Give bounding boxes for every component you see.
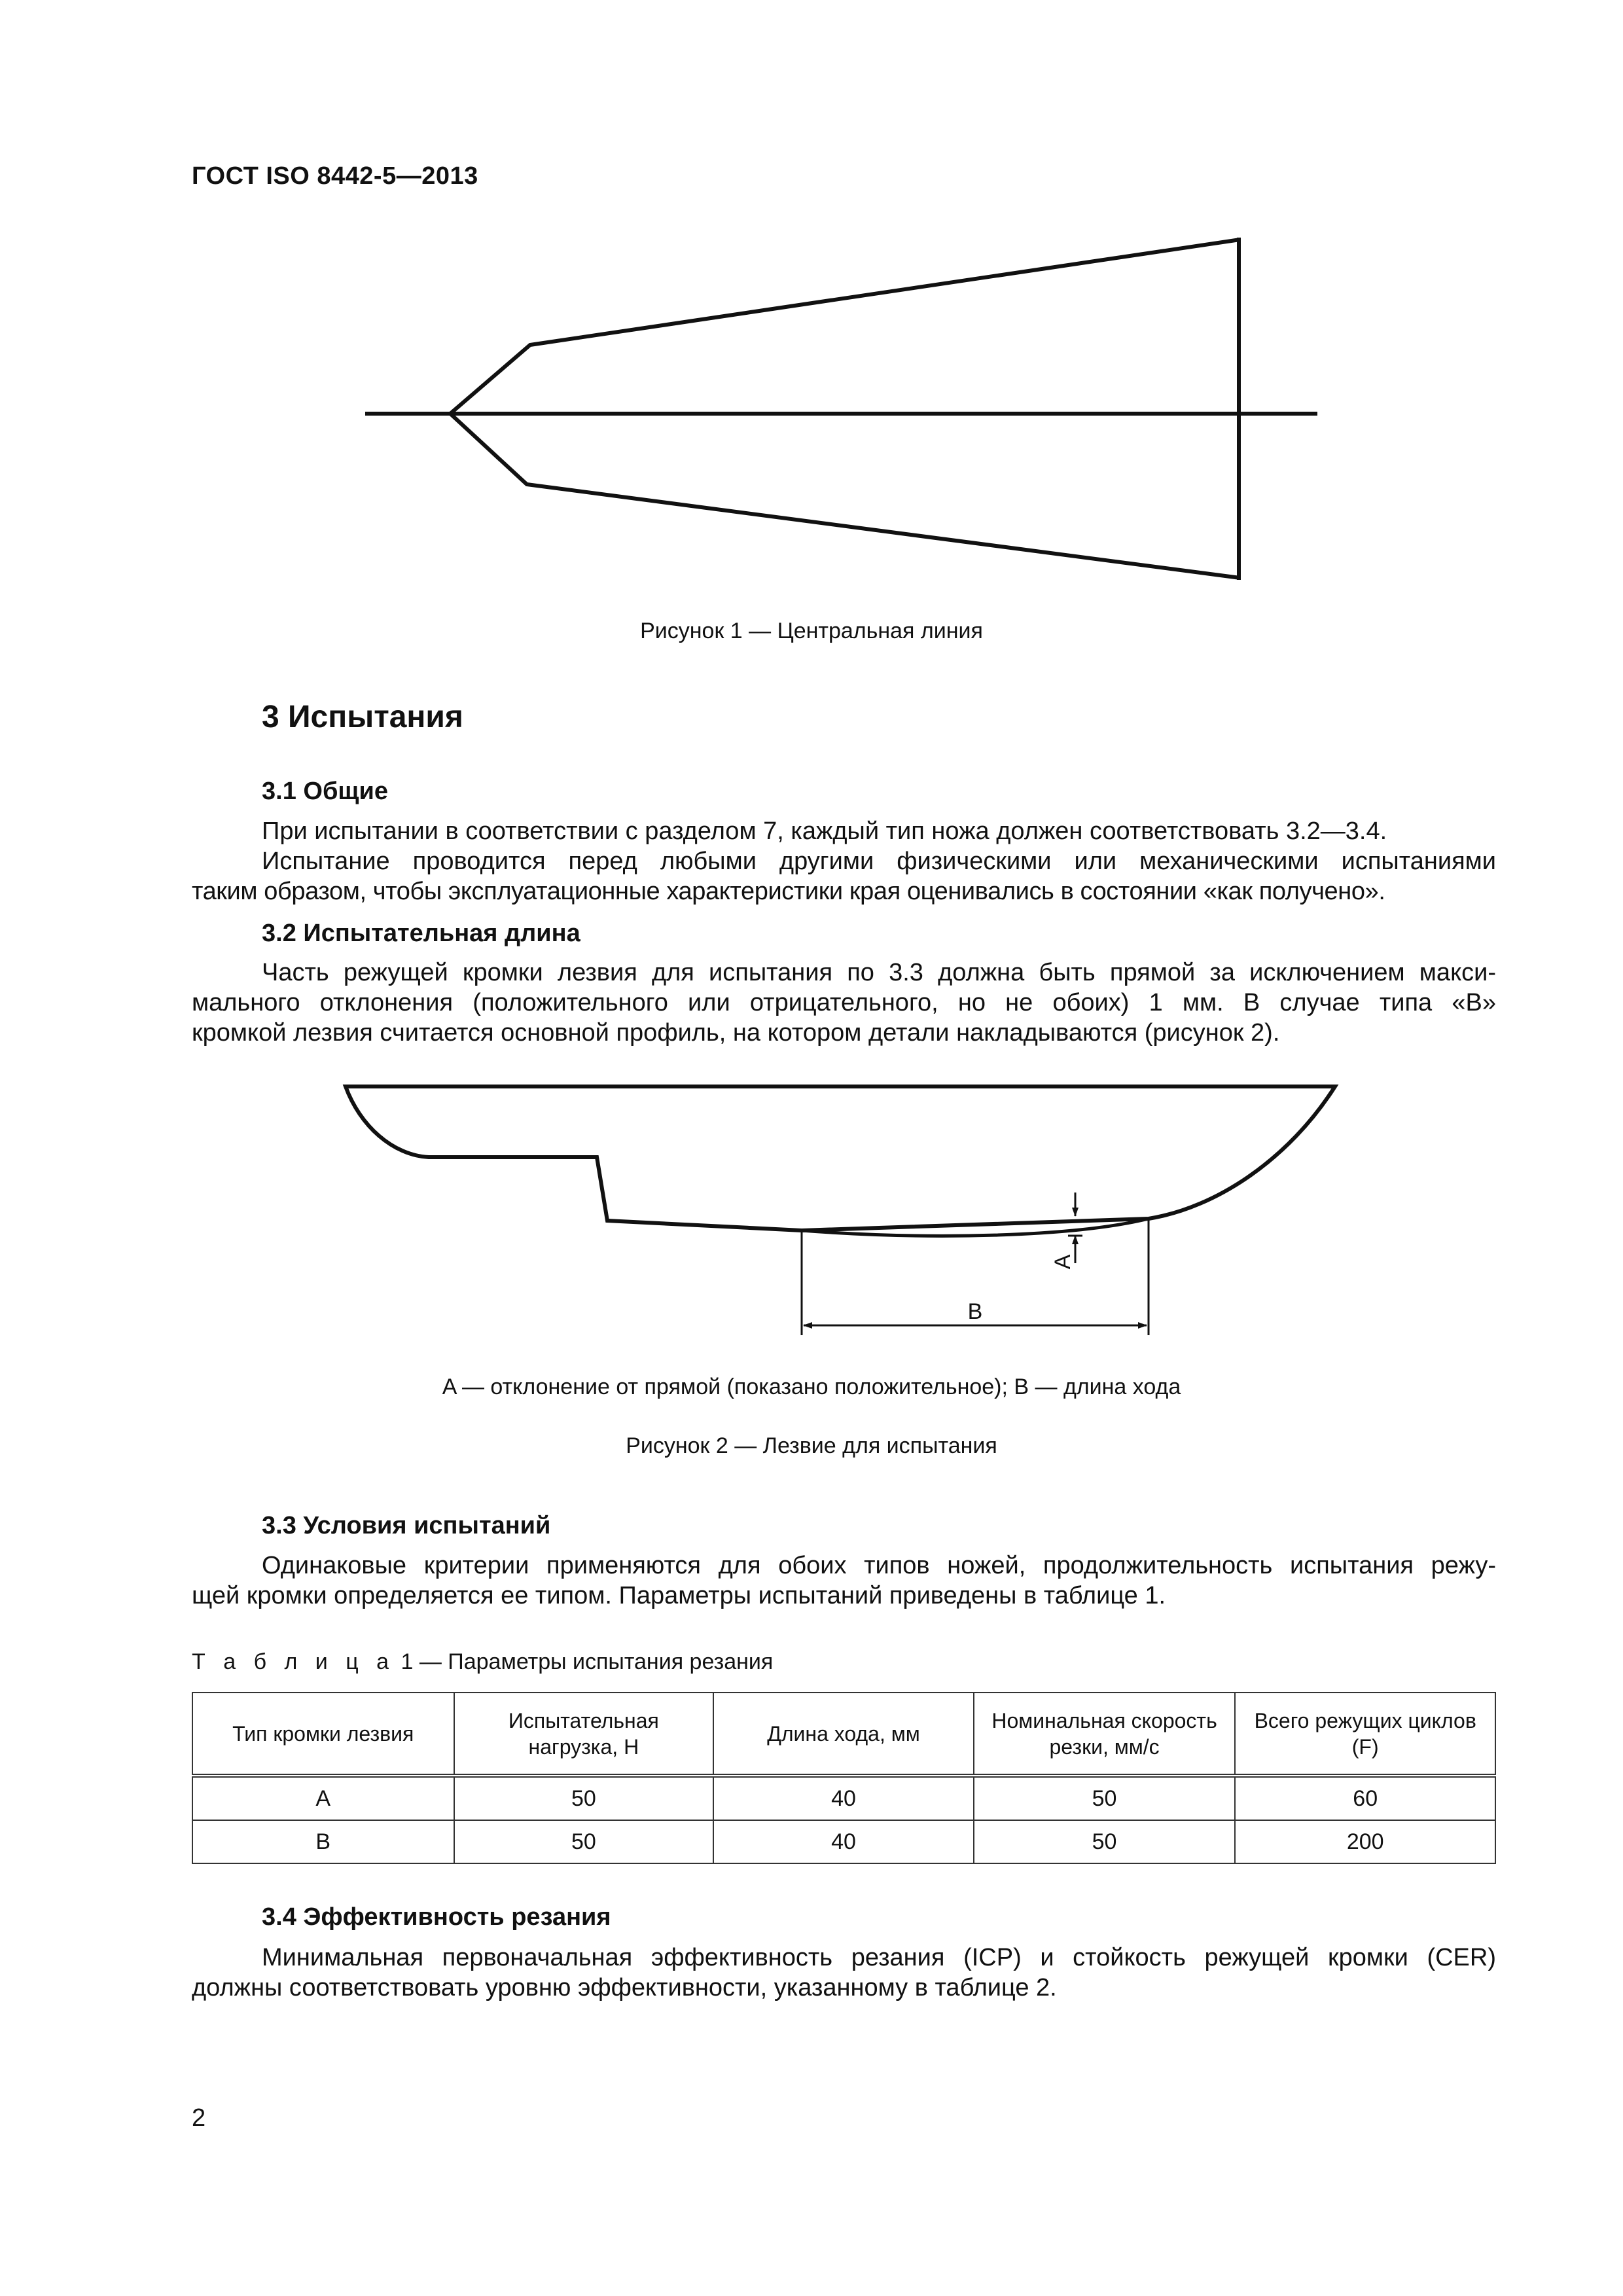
table-1-cutting-parameters xyxy=(192,1692,1496,1864)
blade-outline xyxy=(346,1086,1335,1230)
figure-2-caption: Рисунок 2 — Лезвие для испытания xyxy=(626,1433,997,1458)
table-1-title-prefix: Т а б л и ц а xyxy=(192,1649,395,1674)
table-row xyxy=(192,1776,1495,1820)
paragraph-line: Одинаковые критерии применяются для обоих типов ножей, продолжительность испытания режу- xyxy=(262,1552,1496,1579)
section-3-3-title: 3.3 Условия испытаний xyxy=(262,1512,551,1539)
paragraph-line: кромкой лезвия считается основной профиль, на котором детали накладываются (рисунок 2). xyxy=(192,1019,1280,1047)
table-1-title-text: 1 — Параметры испытания резания xyxy=(401,1649,774,1674)
table-row xyxy=(192,1820,1495,1863)
section-3-1-body xyxy=(192,816,1496,906)
table-cell: 50 xyxy=(974,1820,1236,1863)
paragraph-line: должны соответствовать уровню эффективности, указанному в таблице 2. xyxy=(192,1974,1057,2001)
paragraph-line: мального отклонения (положительного или отрицательного, но не обоих) 1 мм. В случае типа «B» xyxy=(192,989,1496,1016)
table-cell: 60 xyxy=(1235,1776,1495,1820)
section-3-title: 3 Испытания xyxy=(262,700,463,734)
section-3-4-body xyxy=(192,1943,1496,2003)
figure-2-legend: A — отклонение от прямой (показано положительное); B — длина хода xyxy=(442,1374,1181,1399)
label-b: B xyxy=(967,1299,983,1324)
label-a: A xyxy=(1050,1254,1075,1270)
table-1-title xyxy=(192,1649,773,1675)
table-cell: 50 xyxy=(974,1776,1236,1820)
table-cell: 50 xyxy=(454,1776,714,1820)
paragraph-line: При испытании в соответствии с разделом 7, каждый тип ножа должен соответствовать 3.2—3.4. xyxy=(262,817,1387,845)
table-cell: 40 xyxy=(713,1776,973,1820)
table-cell: A xyxy=(192,1776,454,1820)
document-header-id: ГОСТ ISO 8442-5—2013 xyxy=(192,162,478,190)
header-stroke-length: Длина хода, мм xyxy=(713,1693,973,1776)
header-total-cycles: Всего режущих циклов (F) xyxy=(1235,1693,1495,1776)
section-3-3-body xyxy=(192,1551,1496,1611)
table-cell: 50 xyxy=(454,1820,714,1863)
table-cell: 200 xyxy=(1235,1820,1495,1863)
section-3-2-body xyxy=(192,958,1496,1048)
figure-1-center-line-diagram xyxy=(0,0,1623,655)
paragraph-line: щей кромки определяется ее типом. Параметры испытаний приведены в таблице 1. xyxy=(192,1582,1166,1609)
page-number: 2 xyxy=(192,2104,206,2132)
header-nominal-speed: Номинальная скорость резки, мм/с xyxy=(974,1693,1236,1776)
section-3-1-title: 3.1 Общие xyxy=(262,778,388,805)
paragraph-line: Испытание проводится перед любыми другими физическими или механическими испытаниями xyxy=(262,848,1496,875)
table-cell: 40 xyxy=(713,1820,973,1863)
section-3-4-title: 3.4 Эффективность резания xyxy=(262,1903,611,1931)
blade-outline-top xyxy=(450,240,1240,578)
table-header-row xyxy=(192,1693,1495,1776)
header-test-load: Испытательная нагрузка, Н xyxy=(454,1693,714,1776)
section-3-2-title: 3.2 Испытательная длина xyxy=(262,920,580,947)
table-cell: B xyxy=(192,1820,454,1863)
header-edge-type: Тип кромки лезвия xyxy=(192,1693,454,1776)
figure-2-test-blade-diagram xyxy=(0,1073,1623,1348)
paragraph-line: Минимальная первоначальная эффективность резания (ICP) и стойкость режущей кромки (CER) xyxy=(262,1944,1496,1971)
paragraph-line: таким образом, чтобы эксплуатационные характеристики края оценивались в состоянии «как получено». xyxy=(192,878,1385,905)
paragraph-line: Часть режущей кромки лезвия для испытания по 3.3 должна быть прямой за исключением макси- xyxy=(262,959,1496,986)
figure-1-caption: Рисунок 1 — Центральная линия xyxy=(640,619,983,643)
